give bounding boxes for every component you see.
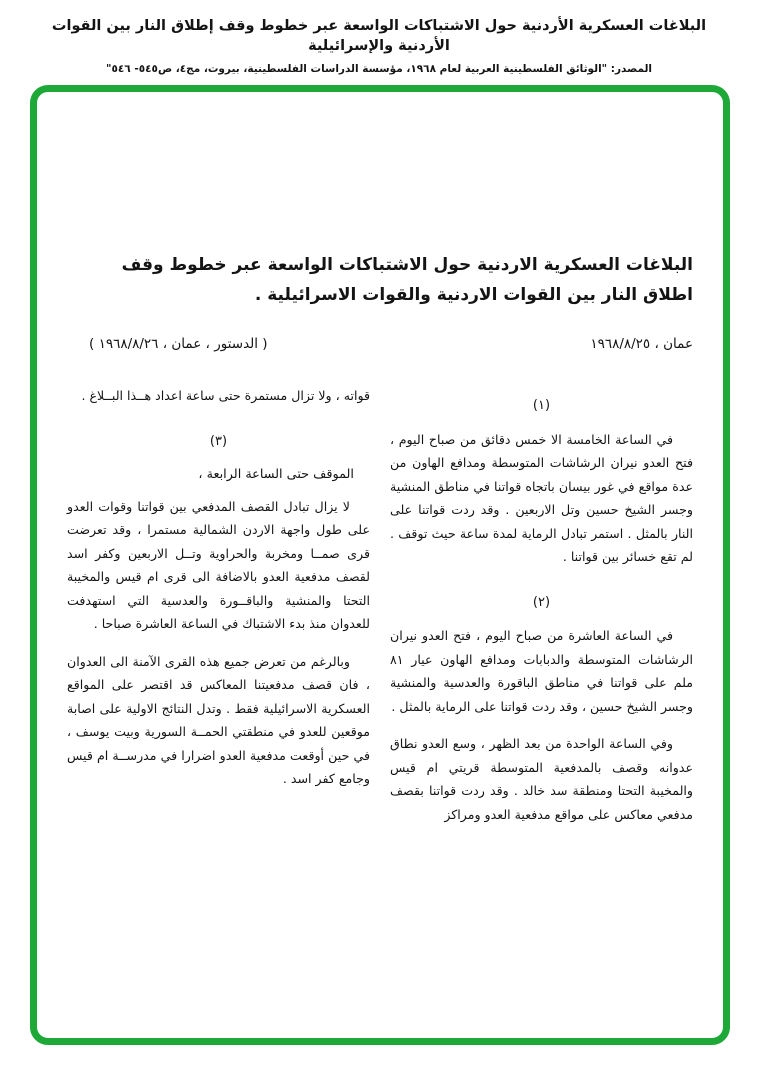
column-right <box>390 384 693 840</box>
column-left <box>67 384 370 840</box>
dateline-place-date: عمان ، ١٩٦٨/٨/٢٥ <box>590 336 693 352</box>
paragraph-section3-a: لا يزال تبادل القصف المدفعي بين قواتنا وقوات العدو على طول واجهة الاردن الشمالية مستمرا ، وقد تعرضت قرى صمــا ومخربة والحراوية وتــل الاربعين وكفر اسد لقصف مدفعية العدو بالاضافة الى قرى ام قيس والمخيبة التحتا والمنشية والباقــورة والعدسية التي استهدفت للعدوان منذ بدء الاشتباك في الساعة العاشرة صباحا . <box>67 498 370 631</box>
dateline <box>67 336 693 352</box>
section-3-label: (٣) <box>209 433 228 449</box>
paragraph-continuation: قواته ، ولا تزال مستمرة حتى ساعة اعداد هــذا البــلاغ . <box>81 388 370 403</box>
body-columns <box>67 384 693 840</box>
section-3-subheading: الموقف حتى الساعة الرابعة ، <box>198 467 354 482</box>
paragraph-section3-b: وبالرغم من تعرض جميع هذه القرى الآمنة الى العدوان ، فان قصف مدفعيتنا المعاكس قد اقتصر على المواقع العسكرية الاسرائيلية فقط . وتدل النتائج الاولية على اصابة موقعين للعدو في منطقتي الحمــة السورية وبيت يوسف ، في حين أوقعت مدفعية العدو اضرارا في مدرســة ام قيس وجامع كفر اسد . <box>67 653 370 786</box>
paragraph-section2-a: في الساعة العاشرة من صباح اليوم ، فتح العدو نيران الرشاشات المتوسطة والدبابات ومدافع الهاون عيار ٨١ ملم على قواتنا في مناطق الباقورة والعدسية والمنشية وجسر الشيخ حسين ، وقد ردت قواتنا على الرماية بالمثل . <box>390 628 693 714</box>
document-content <box>37 92 723 840</box>
document-title: البلاغات العسكرية الاردنية حول الاشتباكات الواسعة عبر خطوط وقف اطلاق النار بين القوات الاردنية والقوات الاسرائيلية . <box>121 255 693 305</box>
section-2-label: (٢) <box>532 594 551 610</box>
dateline-source-ref: ( الدستور ، عمان ، ١٩٦٨/٨/٢٦ ) <box>89 336 268 352</box>
page-header <box>0 16 758 75</box>
section-1-label: (١) <box>532 398 551 413</box>
document-frame <box>30 85 730 1045</box>
page-header-source: المصدر: "الوثائق الفلسطينية العربية لعام ١٩٦٨، مؤسسة الدراسات الفلسطينية، بيروت، مج٤، ص٥٤٥- ٥٤٦" <box>105 63 653 75</box>
paragraph-section2-b: وفي الساعة الواحدة من بعد الظهر ، وسع العدو نطاق عدوانه وقصف بالمدفعية المتوسطة قريتي ام قيس والمخيبة التحتا ومنطقة سد خالد . وقد ردت قواتنا بقصف مدفعي معاكس على مواقع مدفعية العدو ومراكز <box>390 736 693 822</box>
paragraph-section1: في الساعة الخامسة الا خمس دقائق من صباح اليوم ، فتح العدو نيران الرشاشات المتوسطة ومدافع الهاون من عدة مواقع في غور بيسان باتجاه قواتنا في مناطق المنشية وجسر الشيخ حسين وتل الاربعين . وقد ردت قواتنا على النار بالمثل . استمر تبادل الرماية لمدة ساعة حيث توقف . لم تقع خسائر بين قواتنا . <box>390 431 693 564</box>
page-header-title: البلاغات العسكرية الأردنية حول الاشتباكات الواسعة عبر خطوط وقف إطلاق النار بين القوات الأردنية والإسرائيلية <box>51 18 707 54</box>
